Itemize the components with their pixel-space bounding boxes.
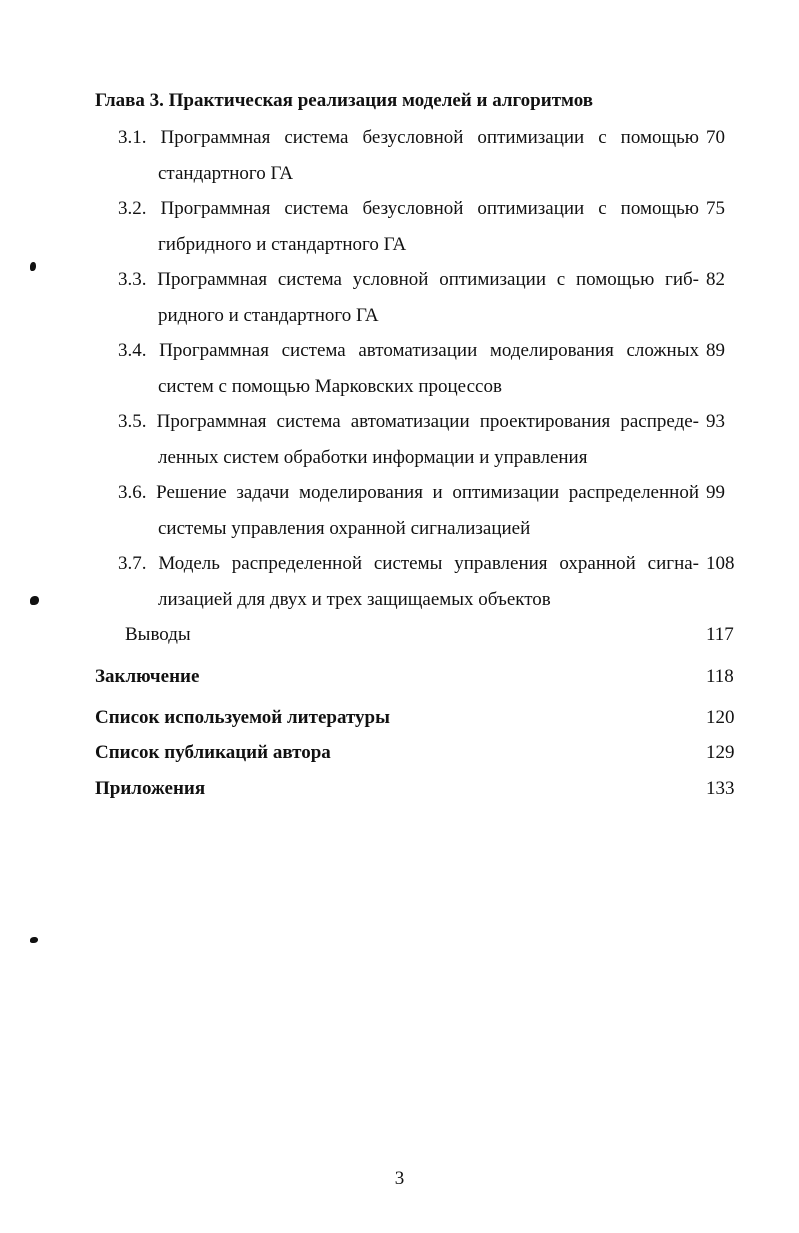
- toc-entry: [118, 120, 699, 192]
- toc-entry: [118, 546, 699, 618]
- toc-entry: [118, 404, 699, 476]
- toc-entry-line2: лизацией для двух и трех защищаемых объектов: [158, 589, 551, 610]
- toc-entry-line2: ленных систем обработки информации и управления: [158, 447, 588, 468]
- toc-entry-line1: 3.5. Программная система автоматизации проектирования распреде-: [118, 411, 699, 432]
- chapter-title: Глава 3. Практическая реализация моделей и алгоритмов: [95, 90, 594, 111]
- conclusions-label: Выводы: [125, 624, 191, 645]
- toc-entry-page: 89: [706, 340, 725, 361]
- section-references-page: 120: [706, 707, 735, 728]
- margin-mark: [30, 596, 39, 605]
- toc-entry-line1: 3.6. Решение задачи моделирования и оптимизации распределенной: [118, 482, 699, 503]
- toc-entry: [118, 191, 699, 263]
- section-conclusion-page: 118: [706, 666, 734, 687]
- conclusions-page: 117: [706, 624, 734, 645]
- section-publications-label: Список публикаций автора: [95, 742, 331, 763]
- toc-entry-line1: 3.7. Модель распределенной системы управления охранной сигна-: [118, 553, 699, 574]
- toc-entry: [118, 262, 699, 334]
- margin-mark: [30, 937, 38, 943]
- section-conclusion-label: Заключение: [95, 666, 200, 687]
- toc-entry-page: 99: [706, 482, 725, 503]
- toc-entry-page: 75: [706, 198, 725, 219]
- section-appendices-label: Приложения: [95, 778, 206, 799]
- section-appendices-page: 133: [706, 778, 735, 799]
- toc-entry-line2: систем с помощью Марковских процессов: [158, 376, 502, 397]
- toc-entry-page: 82: [706, 269, 725, 290]
- section-publications-page: 129: [706, 742, 735, 763]
- toc-entry-line1: 3.3. Программная система условной оптимизации с помощью гиб-: [118, 269, 699, 290]
- toc-entry: [118, 475, 699, 547]
- toc-entry-line2: гибридного и стандартного ГА: [158, 234, 407, 255]
- toc-entry-page: 93: [706, 411, 725, 432]
- toc-entry-page: 108: [706, 553, 735, 574]
- toc-entry: [118, 333, 699, 405]
- section-references-label: Список используемой литературы: [95, 707, 390, 728]
- toc-entry-line1: 3.2. Программная система безусловной оптимизации с помощью: [118, 198, 699, 219]
- toc-entry-line2: стандартного ГА: [158, 163, 294, 184]
- toc-entry-page: 70: [706, 127, 725, 148]
- page-number: 3: [394, 1168, 405, 1189]
- toc-entry-line1: 3.1. Программная система безусловной оптимизации с помощью: [118, 127, 699, 148]
- toc-entry-line2: ридного и стандартного ГА: [158, 305, 379, 326]
- margin-mark: [30, 262, 36, 271]
- toc-entry-line1: 3.4. Программная система автоматизации моделирования сложных: [118, 340, 699, 361]
- toc-entry-line2: системы управления охранной сигнализацией: [158, 518, 531, 539]
